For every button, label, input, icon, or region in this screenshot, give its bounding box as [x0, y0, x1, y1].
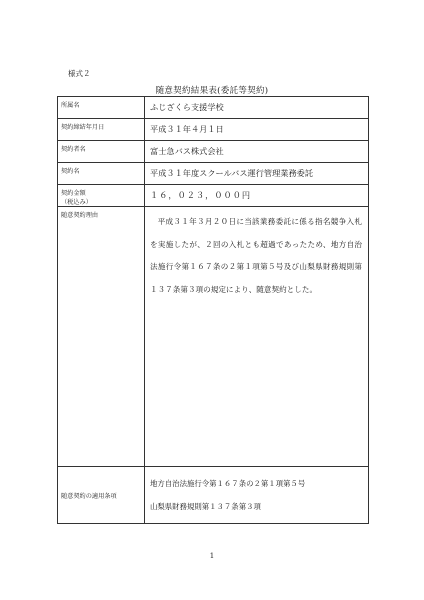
label-applicable-law: 随意契約の適用条項: [58, 467, 145, 524]
row-contractor: [58, 141, 369, 163]
label-amount-line-2: （税込み）: [61, 199, 92, 206]
contract-result-table: [57, 96, 369, 524]
document-title: 随意契約結果表(委託等契約): [155, 86, 269, 96]
label-contract-name: 契約名: [58, 163, 145, 185]
row-amount: [58, 185, 369, 207]
value-reason-cell: [145, 207, 369, 467]
row-department: [58, 97, 369, 119]
value-department: ふじざくら支援学校: [145, 97, 369, 119]
page-number: 1: [209, 552, 215, 560]
label-amount-line-1: 契約金額: [61, 190, 86, 197]
value-contract-name: 平成３１年度スクールバス運行管理業務委託: [145, 163, 369, 185]
label-department: 所属名: [58, 97, 145, 119]
applicable-law-line-1: 地方自治法施行令第１６７条の２第１項第５号: [150, 479, 306, 488]
label-reason: 随意契約理由: [58, 207, 145, 467]
row-reason: [58, 207, 369, 467]
label-contractor: 契約者名: [58, 141, 145, 163]
applicable-law-line-2: 山梨県財務規則第１３７条第３項: [150, 502, 261, 511]
value-contractor: 富士急バス株式会社: [145, 141, 369, 163]
label-amount: [58, 185, 145, 207]
value-applicable-law: [145, 467, 369, 524]
label-contract-date: 契約締結年月日: [58, 119, 145, 141]
row-applicable-law: [58, 467, 369, 524]
value-reason: 平成３１年３月２０日に当該業務委託に係る指名競争入札を実施したが、２回の入札とも超過であったため、地方自治法施行令第１６７条の２第１項第５号及び山梨県財務規則第１３７条第３項の規定により、随意契約とした。: [150, 217, 362, 294]
value-contract-date: 平成３１年４月１日: [145, 119, 369, 141]
form-number: 様式２: [68, 69, 91, 78]
value-amount: １６，０２３，０００円: [145, 185, 369, 207]
row-contract-date: [58, 119, 369, 141]
row-contract-name: [58, 163, 369, 185]
